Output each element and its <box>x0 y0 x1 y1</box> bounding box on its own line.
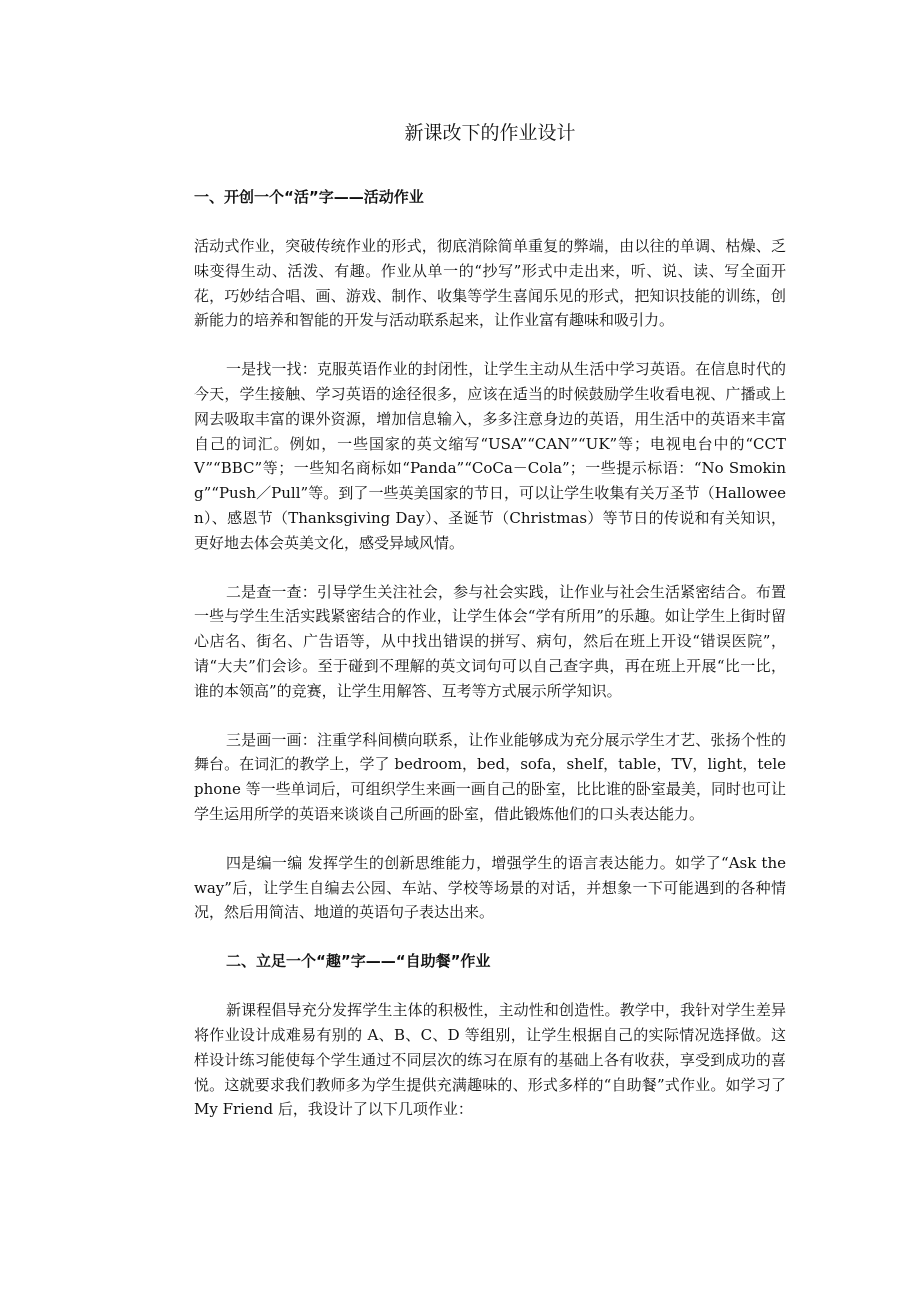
buffet-homework-paragraph: 新课程倡导充分发挥学生主体的积极性，主动性和创造性。教学中，我针对学生差异将作业设计成难易有别的 A、B、C、D 等组别，让学生根据自己的实际情况选择做。这样设计练习能使每个学生通过不同层次的练习在原有的基础上各有收获，享受到成功的喜悦。这就要求我们教师多为学生提供充满趣味的、形式多样的“自助餐”式作业。如学习了 My Friend 后，我设计了以下几项作业： <box>194 1001 786 1119</box>
composing-activity-paragraph: 四是编一编 发挥学生的创新思维能力，增强学生的语言表达能力。如学了“Ask the way”后，让学生自编去公园、车站、学校等场景的对话，并想象一下可能遇到的各种情况，然后用简洁、地道的英语句子表达出来。 <box>194 853 786 922</box>
document-title: 新课改下的作业设计 <box>404 122 576 144</box>
section-2-heading: 二、立足一个“趣”字——“自助餐”作业 <box>226 952 491 971</box>
section-1-intro-paragraph: 活动式作业，突破传统作业的形式，彻底消除简单重复的弊端，由以往的单调、枯燥、乏味变得生动、活泼、有趣。作业从单一的“抄写”形式中走出来，听、说、读、写全面开花，巧妙结合唱、画、游戏、制作、收集等学生喜闻乐见的形式，把知识技能的训练，创新能力的培养和智能的开发与活动联系起来，让作业富有趣味和吸引力。 <box>194 237 786 330</box>
section-1-heading: 一、开创一个“活”字——活动作业 <box>194 188 424 206</box>
document-page <box>194 118 786 1146</box>
drawing-activity-paragraph: 三是画一画：注重学科间横向联系，让作业能够成为充分展示学生才艺、张扬个性的舞台。在词汇的教学上，学了 bedroom，bed，sofa，shelf，table，TV，light，telephone 等一些单词后，可组织学生来画一画自己的卧室，比比谁的卧室最美，同时也可让学生运用所学的英语来谈谈自己所画的卧室，借此锻炼他们的口头表达能力。 <box>194 730 786 823</box>
find-activity-paragraph: 一是找一找：克服英语作业的封闭性，让学生主动从生活中学习英语。在信息时代的今天，学生接触、学习英语的途径很多，应该在适当的时候鼓励学生收看电视、广播或上网去吸取丰富的课外资源，增加信息输入，多多注意身边的英语，用生活中的英语来丰富自己的词汇。例如，一些国家的英文缩写“USA”“CAN”“UK”等；电视电台中的“CCTV”“BBC”等；一些知名商标如“Panda”“CoCa－Cola”；一些提示标语：“No Smoking”“Push／Pull”等。到了一些英美国家的节日，可以让学生收集有关万圣节（Halloween）、感恩节（Thanksgiving Day）、圣诞节（Christmas）等节日的传说和有关知识，更好地去体会英美文化，感受异域风情。 <box>194 360 786 552</box>
research-activity-paragraph: 二是查一查：引导学生关注社会，参与社会实践，让作业与社会生活紧密结合。布置一些与学生生活实践紧密结合的作业，让学生体会“学有所用”的乐趣。如让学生上街时留心店名、街名、广告语等，从中找出错误的拼写、病句，然后在班上开设“错误医院”，请“大夫”们会诊。至于碰到不理解的英文词句可以自己查字典，再在班上开展“比一比，谁的本领高”的竞赛，让学生用解答、互考等方式展示所学知识。 <box>194 582 786 700</box>
